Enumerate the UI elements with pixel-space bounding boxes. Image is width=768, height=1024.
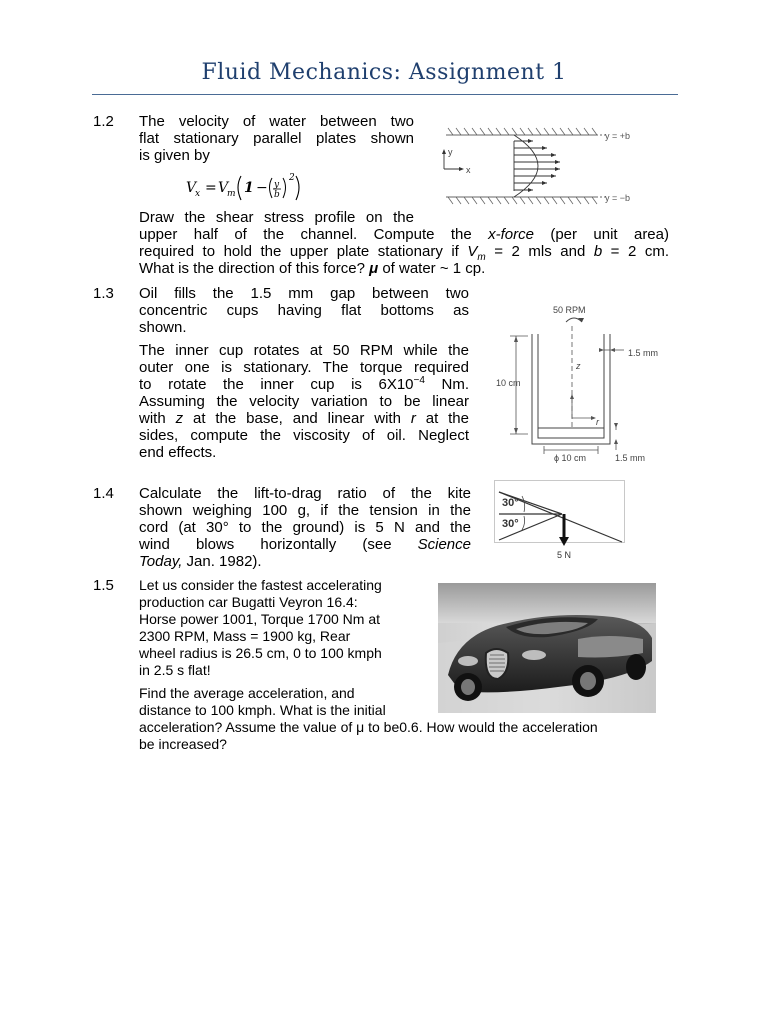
- svg-text:y: y: [448, 147, 453, 157]
- concentric-cups-figure: [494, 300, 684, 470]
- svg-text:ϕ 10 cm: ϕ 10 cm: [554, 453, 587, 463]
- svg-text:y: y: [274, 180, 280, 190]
- q15-line-1: Let us consider the fastest accelerating: [139, 577, 382, 593]
- svg-text:x: x: [466, 165, 471, 175]
- title-rule: [92, 94, 678, 95]
- kite-figure: [494, 480, 629, 565]
- q14-line-5: Today, Jan. 1982).: [139, 553, 262, 570]
- q15-line-3: Horse power 1001, Torque 1700 Nm at: [139, 611, 380, 627]
- q13-line-2: concentric cups having flat bottoms as: [139, 302, 469, 319]
- svg-text:1.5 mm: 1.5 mm: [615, 453, 646, 463]
- svg-text:10 cm: 10 cm: [496, 378, 521, 388]
- q15-line-9: acceleration? Assume the value of μ to be0.6. How would the acceleration: [139, 719, 598, 735]
- q13-line-8: with z at the base, and linear with r at the: [139, 410, 469, 427]
- q12-line-6: required to hold the upper plate stationary if $V_m = 2$ mls and b = 2 cm.: [139, 243, 669, 263]
- q12-line-1: The velocity of water between two: [139, 113, 414, 130]
- svg-text:30°: 30°: [502, 497, 519, 509]
- q13-line-9: sides, compute the viscosity of oil. Neglect: [139, 427, 469, 444]
- q14-line-1: Calculate the lift-to-drag ratio of the kite: [139, 485, 471, 502]
- svg-text:−: −: [256, 180, 268, 196]
- q15-line-5: wheel radius is 26.5 cm, 0 to 100 kmph: [139, 645, 382, 661]
- q15-line-7: Find the average acceleration, and: [139, 685, 355, 701]
- svg-text:2: 2: [289, 173, 295, 183]
- q13-line-3: shown.: [139, 319, 187, 336]
- q15-line-4: 2300 RPM, Mass = 1900 kg, Rear: [139, 628, 351, 644]
- svg-text:=: =: [205, 180, 217, 196]
- q15-line-8: distance to 100 kmph. What is the initial: [139, 702, 386, 718]
- svg-text:V: V: [218, 180, 229, 196]
- svg-text:z: z: [576, 361, 581, 371]
- q15-line-2: production car Bugatti Veyron 16.4:: [139, 594, 358, 610]
- q13-line-5: outer one is stationary. The torque required: [139, 359, 469, 376]
- svg-text:50 RPM: 50 RPM: [553, 305, 586, 315]
- question-number-1-3: 1.3: [93, 285, 114, 302]
- question-number-1-2: 1.2: [93, 113, 114, 130]
- q13-line-10: end effects.: [139, 444, 217, 461]
- velocity-equation: [186, 170, 326, 204]
- q13-line-7: Assuming the velocity variation to be linear: [139, 393, 469, 410]
- svg-text:x: x: [195, 189, 201, 199]
- q14-line-2: shown weighing 100 g, if the tension in the: [139, 502, 471, 519]
- question-number-1-5: 1.5: [93, 577, 114, 594]
- svg-text:5 N: 5 N: [557, 550, 572, 560]
- svg-text:1: 1: [244, 180, 254, 196]
- q15-line-6: in 2.5 s flat!: [139, 662, 211, 678]
- q12-line-7: What is the direction of this force? μ of water ~ 1 cp.: [139, 260, 486, 277]
- q12-line-4: Draw the shear stress profile on the: [139, 209, 414, 226]
- q14-line-3: cord (at 30° to the ground) is 5 N and the: [139, 519, 471, 536]
- svg-text:r: r: [596, 417, 599, 427]
- q13-line-1: Oil fills the 1.5 mm gap between two: [139, 285, 469, 302]
- q12-line-2: flat stationary parallel plates shown: [139, 130, 414, 147]
- q15-line-10: be increased?: [139, 736, 227, 752]
- svg-text:30°: 30°: [502, 518, 519, 530]
- question-number-1-4: 1.4: [93, 485, 114, 502]
- svg-text:1.5 mm: 1.5 mm: [628, 348, 659, 358]
- car-photo: [438, 583, 656, 713]
- svg-text:m: m: [227, 189, 236, 199]
- svg-text:b: b: [274, 190, 280, 200]
- q14-line-4: wind blows horizontally (see Science: [139, 536, 471, 553]
- q13-line-6: to rotate the inner cup is $6X10^{-4}$ Nm.: [139, 375, 469, 393]
- svg-text:y = −b: y = −b: [605, 193, 631, 203]
- q13-line-4: The inner cup rotates at 50 RPM while the: [139, 342, 469, 359]
- page-title: Fluid Mechanics: Assignment 1: [201, 60, 567, 85]
- channel-flow-figure: [432, 125, 682, 210]
- q12-line-5: upper half of the channel. Compute the x-force (per unit area): [139, 226, 669, 243]
- svg-text:V: V: [186, 180, 197, 196]
- q12-line-3: is given by: [139, 147, 210, 164]
- svg-text:y = +b: y = +b: [605, 131, 631, 141]
